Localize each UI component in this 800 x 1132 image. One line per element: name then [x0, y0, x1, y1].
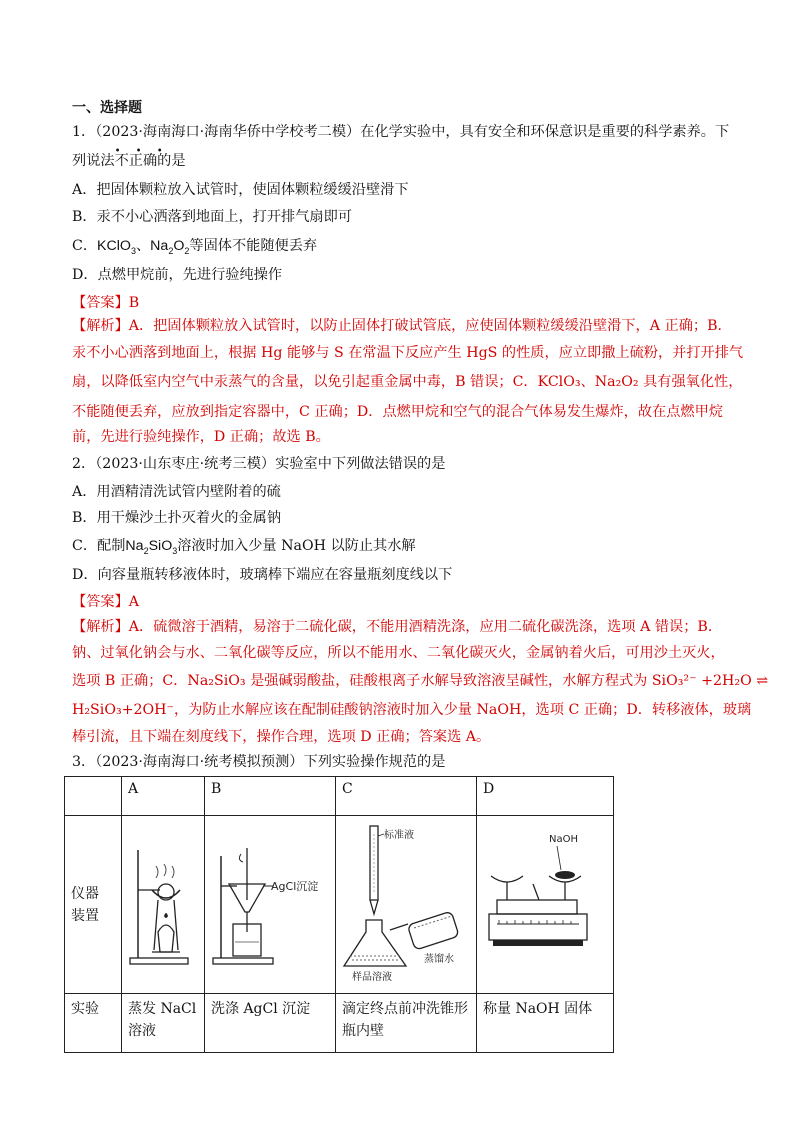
- q3-row2-label: 实验: [65, 994, 122, 1053]
- q2-source: （2023·山东枣庄·统考三模）: [95, 456, 276, 472]
- q3-label-agcl: AgCl沉淀: [271, 880, 319, 893]
- q1-source: （2023·海南海口·海南华侨中学校考二模）: [95, 124, 361, 140]
- q3-apparatus-b: [205, 816, 336, 994]
- q1-emphasis-text: 不正确: [114, 153, 158, 169]
- q1-option-d: D．点燃甲烷前，先进行验纯操作: [72, 267, 283, 283]
- filtration-apparatus-icon: [211, 820, 329, 970]
- q1-analysis-1: 【解析】A．把固体颗粒放入试管时，以防止固体打破试管底，应使固体颗粒缓缓沿壁滑下，A 正确；B．: [72, 318, 732, 334]
- q3-header-a: A: [122, 777, 205, 816]
- q3-apparatus-d: [477, 816, 614, 994]
- q1-analysis-2: 汞不小心洒落到地面上，根据 Hg 能够与 S 在常温下反应产生 HgS 的性质，应立即撒上硫粉，并打开排气: [72, 345, 744, 361]
- section-title: 一、选择题: [72, 100, 142, 116]
- q2-answer: 【答案】A: [72, 594, 139, 610]
- q3-experiment-d: 称量 NaOH 固体: [477, 994, 614, 1053]
- q1-analysis-5: 前，先进行验纯操作，D 正确；故选 B。: [72, 429, 330, 445]
- q3-number: 3．: [72, 754, 96, 770]
- q2-option-d: D．向容量瓶转移液体时，玻璃棒下端应在容量瓶刻度线以下: [72, 567, 453, 583]
- q2-option-a: A．用酒精清洗试管内壁附着的硫: [72, 484, 281, 500]
- q3-label-naoh: NaOH: [549, 834, 578, 845]
- q2-option-c: [72, 536, 732, 561]
- q2-stem: [72, 454, 732, 474]
- q3-header-b: B: [205, 777, 336, 816]
- q2-analysis-4: H₂SiO₃+2OH⁻，为防止水解应该在配制硅酸钠溶液时加入少量 NaOH，选项 C 正确；D．转移液体，玻璃: [72, 702, 752, 718]
- balance-apparatus-icon: [483, 820, 607, 970]
- q3-experiment-c: 滴定终点前冲洗锥形瓶内壁: [336, 994, 477, 1053]
- q2-formula-na2sio3: $Na_2SiO_3$: [125, 538, 178, 556]
- q1-option-c-text: 等固体不能随便丢弃: [189, 238, 318, 254]
- q1-answer: 【答案】B: [72, 295, 140, 311]
- q1-option-c: C．KClO$_3$、$Na_2O_2$等固体不能随便丢弃: [72, 238, 318, 256]
- q2-option-c-text: 溶液时加入少量 NaOH 以防止其水解: [177, 538, 416, 554]
- q3-row1-label: [65, 816, 122, 994]
- q3-header-blank: [65, 777, 122, 816]
- q3-label-standard: 标准液: [384, 830, 414, 841]
- q1-option-c-label: C．: [72, 238, 98, 254]
- q1-number: 1．: [72, 124, 96, 140]
- q2-option-c-label: C．配制: [72, 538, 126, 554]
- q1-option-b: B．汞不小心洒落到地面上，打开排气扇即可: [72, 209, 352, 225]
- titration-apparatus-icon: [342, 820, 470, 970]
- q2-stem-text: 实验室中下列做法错误的是: [275, 456, 446, 472]
- q1-stem-line2: [72, 146, 732, 171]
- q3-label-sample: 样品溶液: [352, 972, 392, 983]
- q3-header-c: C: [336, 777, 477, 816]
- q1-stem: 在化学实验中，具有安全和环保意识是重要的科学素养。下: [360, 124, 730, 140]
- q3-row1-label-text: 仪器装置: [71, 885, 99, 924]
- q1-stem-line1: [72, 122, 732, 142]
- q3-apparatus-row: [65, 816, 614, 994]
- q1-analysis-4: 不能随便丢弃，应放到指定容器中，C 正确；D．点燃甲烷和空气的混合气体易发生爆炸，故在点燃甲烷: [72, 404, 723, 420]
- q1-formula-kclo3: KClO$_3$: [97, 238, 136, 256]
- q1-formula-na2o2: $Na_2O_2$: [150, 238, 190, 256]
- q3-experiment-a: 蒸发 NaCl 溶液: [122, 994, 205, 1053]
- q2-number: 2．: [72, 456, 96, 472]
- q1-emphasis: • • • 不正确: [114, 146, 169, 169]
- q3-label-water: 蒸馏水: [424, 954, 454, 965]
- q1-stem-post: 的是: [157, 153, 186, 169]
- q3-experiment-row: [65, 994, 614, 1053]
- q3-apparatus-a: [122, 816, 205, 994]
- q2-analysis-5: 棒引流，且下端在刻度线下，操作合理，选项 D 正确；答案选 A。: [72, 729, 491, 745]
- q2-analysis-2: 钠、过氧化钠会与水、二氧化碳等反应，所以不能用水、二氧化碳灭火，金属钠着火后，可用沙土灭火，: [72, 645, 725, 661]
- evaporation-apparatus-icon: [128, 820, 198, 970]
- q2-analysis-3: 选项 B 正确；C．Na₂SiO₃ 是强碱弱酸盐，硅酸根离子水解导致溶液呈碱性，水解方程式为 SiO₃²⁻ +2H₂O ⇌: [72, 673, 769, 689]
- q3-source: （2023·海南海口·统考模拟预测）: [95, 754, 304, 770]
- q3-apparatus-c: [336, 816, 477, 994]
- q3-stem: [72, 752, 732, 772]
- q3-header-d: D: [477, 777, 614, 816]
- q3-table: [64, 776, 614, 1053]
- q2-option-b: B．用干燥沙土扑灭着火的金属钠: [72, 510, 282, 526]
- q1-option-a: A．把固体颗粒放入试管时，使固体颗粒缓缓沿壁滑下: [72, 182, 409, 198]
- q2-analysis-1: 【解析】A．硫微溶于酒精，易溶于二硫化碳，不能用酒精洗涤，应用二硫化碳洗涤，选项 A 错误；B．: [72, 619, 723, 635]
- q3-stem-text: 下列实验操作规范的是: [303, 754, 446, 770]
- q1-analysis-3: 扇，以降低室内空气中汞蒸气的含量，以免引起重金属中毒，B 错误；C．KClO₃、Na₂O₂ 具有强氧化性，: [72, 374, 743, 390]
- q1-stem-pre: 列说法: [72, 153, 115, 169]
- q3-header-row: [65, 777, 614, 816]
- q3-experiment-b: 洗涤 AgCl 沉淀: [205, 994, 336, 1053]
